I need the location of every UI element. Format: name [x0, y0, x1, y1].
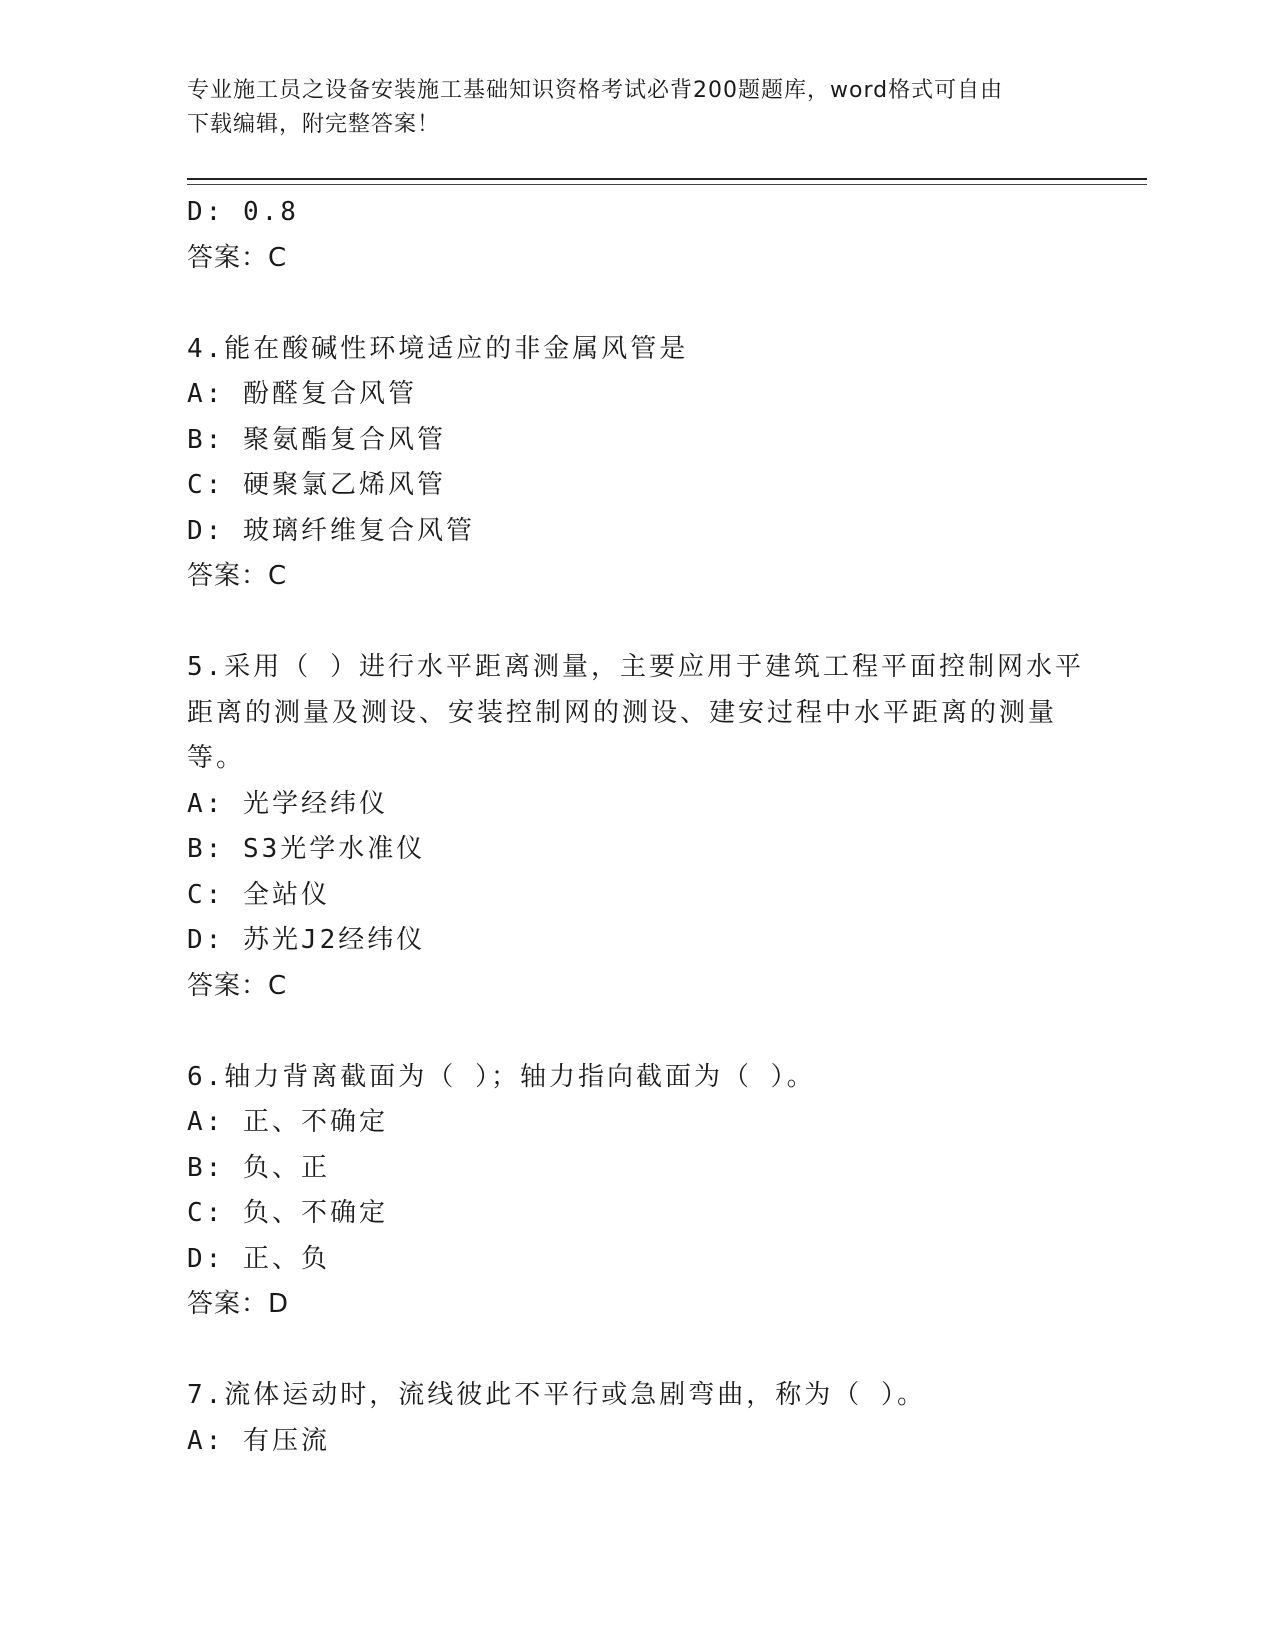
- question-text-line-1: 5.采用（ ）进行水平距离测量，主要应用于建筑工程平面控制网水平: [187, 652, 1084, 682]
- option-c: C: 硬聚氯乙烯风管: [187, 470, 446, 500]
- option-c: C: 负、不确定: [187, 1198, 388, 1228]
- header-divider-thin: [187, 184, 1147, 185]
- header-divider-thick: [187, 178, 1147, 180]
- question-block-previous: [187, 190, 1087, 281]
- question-list: [187, 190, 1087, 1464]
- spacer: [187, 1009, 1087, 1055]
- option-b: B: 负、正: [187, 1152, 330, 1183]
- option-a: A: 光学经纬仪: [187, 788, 388, 819]
- spacer: [187, 281, 1087, 327]
- question-text-line-2: 距离的测量及测设、安装控制网的测设、建安过程中水平距离的测量: [187, 697, 1058, 728]
- question-block-5: [187, 645, 1087, 1009]
- answer-line: 答案：C: [187, 242, 288, 273]
- question-block-7: [187, 1373, 1087, 1464]
- option-d: D: 苏光J2经纬仪: [187, 925, 426, 955]
- answer-line: 答案：C: [187, 561, 288, 591]
- option-b: B: 聚氨酯复合风管: [187, 424, 446, 455]
- document-header: [187, 74, 1087, 142]
- option-a: A: 酚醛复合风管: [187, 379, 417, 409]
- question-text: 7.流体运动时，流线彼此不平行或急剧弯曲，称为（ ）。: [187, 1380, 926, 1410]
- option-a: A: 有压流: [187, 1425, 330, 1456]
- question-text: 4.能在酸碱性环境适应的非金属风管是: [187, 333, 689, 364]
- option-a: A: 正、不确定: [187, 1107, 388, 1137]
- answer-line: 答案：D: [187, 1289, 290, 1319]
- option-c: C: 全站仪: [187, 879, 330, 910]
- spacer: [187, 600, 1087, 646]
- option-d: D: 玻璃纤维复合风管: [187, 515, 475, 546]
- answer-line: 答案：C: [187, 970, 288, 1001]
- option-d: D: 正、负: [187, 1243, 330, 1274]
- spacer: [187, 1328, 1087, 1374]
- question-text-line-3: 等。: [187, 743, 246, 773]
- option-d: D: 0.8: [187, 197, 299, 227]
- option-b: B: S3光学水准仪: [187, 834, 426, 864]
- header-title-line-1: 专业施工员之设备安装施工基础知识资格考试必背200题题库，word格式可自由: [187, 78, 1004, 103]
- question-block-6: [187, 1055, 1087, 1328]
- header-title-line-2: 下载编辑，附完整答案！: [187, 112, 441, 137]
- question-block-4: [187, 327, 1087, 600]
- question-text: 6.轴力背离截面为（ ）；轴力指向截面为（ ）。: [187, 1061, 816, 1092]
